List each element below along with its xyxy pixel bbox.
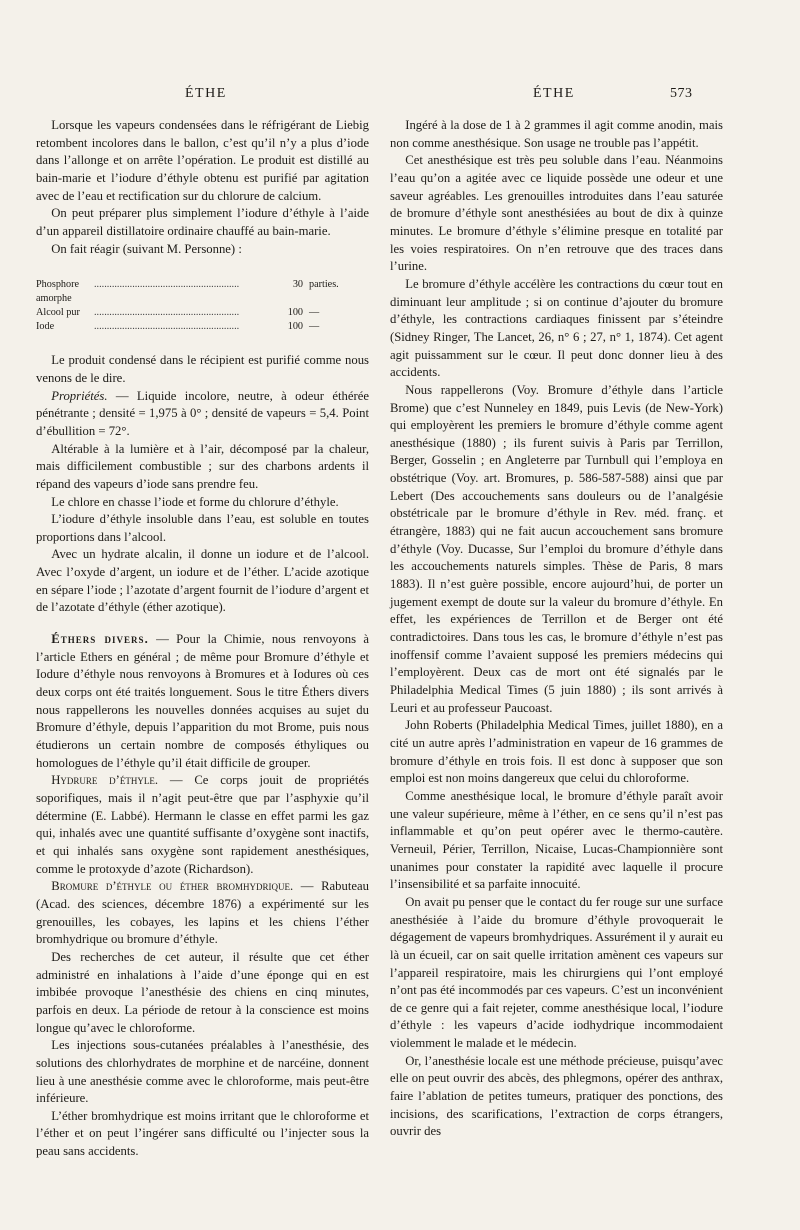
right-running-head: ÉTHE bbox=[533, 86, 575, 101]
paragraph: On avait pu penser que le contact du fer rouge sur une surface anesthésiée à l’aide du bromure d’éthyle provoquerait le dégagement de vapeurs bromhydriques. Assurément il y aurait eu là un écueil, car on sait quelle irritation amènent ces vapeurs sur l’appareil respiratoire, mais les chirurgiens qui l’ont employé n’ont pas été incommodés par ces vapeurs. C’est un inconvénient de ce genre qui a fait rejeter, comme anesthésique local, l’iodure d’éthyle : les vapeurs d’acide iodhydrique incommodaient violemment le malade et le médecin. bbox=[390, 894, 723, 1051]
paragraph: Éthers divers. — Pour la Chimie, nous renvoyons à l’article Ethers en général ; de même pour Bromure d’éthyle et Iodure d’éthyle nous renvoyons à Bromures et à Iodures où ces deux corps ont été traités longuement. Sous le titre Éthers divers nous rappellerons les nouvelles données acquises au sujet du Bromure d’éthyle, depuis l’apparition du mot Brome, puis nous étudierons un certain nombre de composés éthyliques ou homologues de l’éthyle qu’il était difficile de grouper. bbox=[36, 632, 369, 770]
reagent-unit: parties. bbox=[309, 279, 339, 291]
reagent-qty: 100 bbox=[287, 321, 303, 333]
paragraph: Bromure d’éthyle ou éther bromhydrique. — Rabuteau (Acad. des sciences, décembre 1876) a expérimenté sur les grenouilles, les cobayes, les lapins et les chiens l’éther bromhydrique ou bromure d’éthyle. bbox=[36, 879, 369, 947]
section-label: Propriétés. bbox=[51, 388, 108, 403]
reagent-qty: 100 bbox=[287, 307, 303, 319]
paragraph: Le chlore en chasse l’iode et forme du chlorure d’éthyle. bbox=[51, 494, 339, 509]
paragraph: Hydrure d’éthyle. — Ce corps jouit de propriétés soporifiques, mais il n’agit peut-être que par l’asphyxie qu’il détermine (E. Labbé). Hermann le classe en effet parmi les gaz qui, inhalés avec une quantité suffisante d’oxygène sont inactifs, et qui inhalés sans oxygène sont rapidement anesthésiques, comme le protoxyde d’azote (Richardson). bbox=[36, 773, 369, 876]
left-running-head: ÉTHE bbox=[185, 86, 227, 101]
paragraph: On peut préparer plus simplement l’iodure d’éthyle à l’aide d’un appareil distillatoire ordinaire chauffé au bain-marie. bbox=[36, 206, 369, 238]
reagent-name: Iode bbox=[36, 321, 55, 333]
reagent-name: Phosphore amorphe bbox=[36, 279, 80, 305]
page-number: 573 bbox=[670, 86, 693, 101]
paragraph: Les injections sous-cutanées préalables à l’anesthésie, des solutions des chlorhydrates de morphine et de narcéine, donnent lieu à une anesthésie comme avec le chloroforme, mais peut-être inférieure. bbox=[36, 1038, 369, 1106]
reagent-name: Alcool pur bbox=[36, 307, 80, 319]
reagent-unit: — bbox=[309, 321, 320, 333]
reagent-qty: 30 bbox=[292, 279, 303, 291]
reagent-row bbox=[36, 278, 369, 306]
right-column bbox=[390, 117, 723, 1141]
paragraph: John Roberts (Philadelphia Medical Times, juillet 1880), en a cité un autre après l’administration en vapeur de 16 grammes de bromure d’éthyle en trois fois. Il est donc à supposer que son emploi est non moins dangereux que celui du chloroforme. bbox=[390, 718, 723, 786]
paragraph: Le produit condensé dans le récipient est purifié comme nous venons de le dire. bbox=[36, 353, 369, 385]
leader-dots: ......................................................... bbox=[94, 307, 240, 319]
reagent-row bbox=[36, 306, 369, 320]
reagent-unit: — bbox=[309, 307, 320, 319]
paragraph: On fait réagir (suivant M. Personne) : bbox=[51, 241, 242, 256]
paragraph: Lorsque les vapeurs condensées dans le réfrigérant de Liebig retombent incolores dans le ballon, c’est qu’il n’y a plus d’iode dans l’allonge et on arrête l’opération. Le produit est distillé au bain-marie et l’iodure d’éthyle obtenu est purifié par agitation avec de l’eau et rectification sur du chlorure de calcium. bbox=[36, 118, 369, 203]
leader-dots: ......................................................... bbox=[94, 321, 240, 333]
entry-heading: Éthers divers. bbox=[51, 632, 149, 647]
paragraph: L’éther bromhydrique est moins irritant que le chloroforme et l’éther et on peut l’ingérer sans difficulté ou l’injecter sous la peau sans accidents. bbox=[36, 1108, 369, 1159]
reagent-row bbox=[36, 320, 369, 334]
paragraph: Ingéré à la dose de 1 à 2 grammes il agit comme anodin, mais non comme anesthésique. Son usage ne trouble pas l’appétit. bbox=[390, 118, 723, 150]
leader-dots: ......................................................... bbox=[94, 279, 240, 291]
paragraph: L’iodure d’éthyle insoluble dans l’eau, est soluble en toutes proportions dans l’alcool. bbox=[36, 512, 369, 544]
paragraph: Altérable à la lumière et à l’air, décomposé par la chaleur, mais difficilement combustible ; sur des charbons ardents il répand des vapeurs d’iode sans prendre feu. bbox=[36, 441, 369, 491]
section-label: Bromure d’éthyle ou éther bromhydrique. bbox=[51, 879, 294, 894]
paragraph: Cet anesthésique est très peu soluble dans l’eau. Néanmoins l’eau qu’on a agitée avec ce liquide possède une odeur et une saveur agréables. Les grenouilles introduites dans l’eau saturée de bromure d’éthyle sont anesthésiées au bout de dix à quinze minutes. Le bromure d’éthyle s’élimine presque en totalité par les voies respiratoires. On n’en retrouve que des traces dans l’urine. bbox=[390, 153, 723, 274]
paragraph: Comme anesthésique local, le bromure d’éthyle paraît avoir une valeur supérieure, même à l’éther, en ce sens qu’il n’est pas inflammable et qu’on peut opérer avec le thermo-cautère. Verneuil, Périer, Terrillon, Nicaise, Lucas-Championnière sont unanimes pour constater la rapidité avec laquelle il procure l’insensibilité et sa parfaite innocuité. bbox=[390, 788, 723, 892]
paragraph: Propriétés. — Liquide incolore, neutre, à odeur éthérée pénétrante ; densité = 1,975 à 0° ; densité de vapeurs = 5,4. Point d’ébullition = 72°. bbox=[36, 388, 369, 438]
paragraph: Or, l’anesthésie locale est une méthode précieuse, puisqu’avec elle on peut ouvrir des abcès, des phlegmons, opérer des anthrax, faire l’ablation de petites tumeurs, pratiquer des ponctions, des incisions, des scarifications, l’extraction de corps étrangers, ouvrir des bbox=[390, 1053, 723, 1139]
section-label: Hydrure d’éthyle. bbox=[51, 773, 159, 788]
reagent-table bbox=[36, 278, 369, 334]
paragraph: Nous rappellerons (Voy. Bromure d’éthyle dans l’article Brome) que c’est Nunneley en 1849, puis Levis (de New-York) qui employèrent les premiers le bromure d’éthyle comme agent anesthésique (1880) ; ils furent suivis à Paris par Terrillon, Berger, Gosselin ; en Angleterre par Turnbull qui l’employa en obstétrique (Voy. art. Bromures, p. 586-587-588) ainsi que par Lebert (Des accouchements sans douleurs ou de l’analgésie obstétricale par le bromure d’éthyle in Rev. méd. franç. et étrangère, 1883) qui ne fait aucun accouchement sans bromure d’éthyle (Voy. Ducasse, Sur l’emploi du bromure d’éthyle dans les accouchements naturels simples. Thèse de Paris, 8 mars 1883). Il n’est guère possible, encore aujourd’hui, de porter un jugement exempt de doute sur la valeur du bromure d’éthyle. En effet, les expériences de Terrillon et de Berger ont été contradictoires. Dans tous les cas, le bromure d’éthyle n’est pas inoffensif comme l’avaient supposé les premiers médecins qui l’employèrent. Deux cas de mort ont été signalés par le Philadelphia Medical Times (5 juin 1880) ; ils sont arrivés à Leuri et au professeur Paucoast. bbox=[390, 382, 723, 715]
paragraph: Le bromure d’éthyle accélère les contractions du cœur tout en diminuant leur amplitude ; si on continue d’ajouter du bromure d’éthyle, les contractions cardiaques finissent par s’éteindre (Sidney Ringer, The Lancet, 26, n° 6 ; 27, n° 1, 1874). Cet agent agit puissamment sur le cœur. Il peut donc donner lieu à des accidents. bbox=[390, 276, 723, 380]
left-column bbox=[36, 117, 369, 1161]
paragraph: Avec un hydrate alcalin, il donne un iodure et de l’alcool. Avec l’oxyde d’argent, un iodure et de l’éther. L’acide azotique en sépare l’iode ; l’azotate d’argent fournit de l’iodure d’argent et de l’azotate d’éthyle (éther azotique). bbox=[36, 547, 369, 615]
paragraph: Des recherches de cet auteur, il résulte que cet éther administré en inhalations à l’aide d’une éponge qui en est imbibée provoque l’anesthésie des chiens en cinq minutes, parfois en deux. La période de retour à la conscience est moins longue qu’avec le chloroforme. bbox=[36, 949, 369, 1035]
